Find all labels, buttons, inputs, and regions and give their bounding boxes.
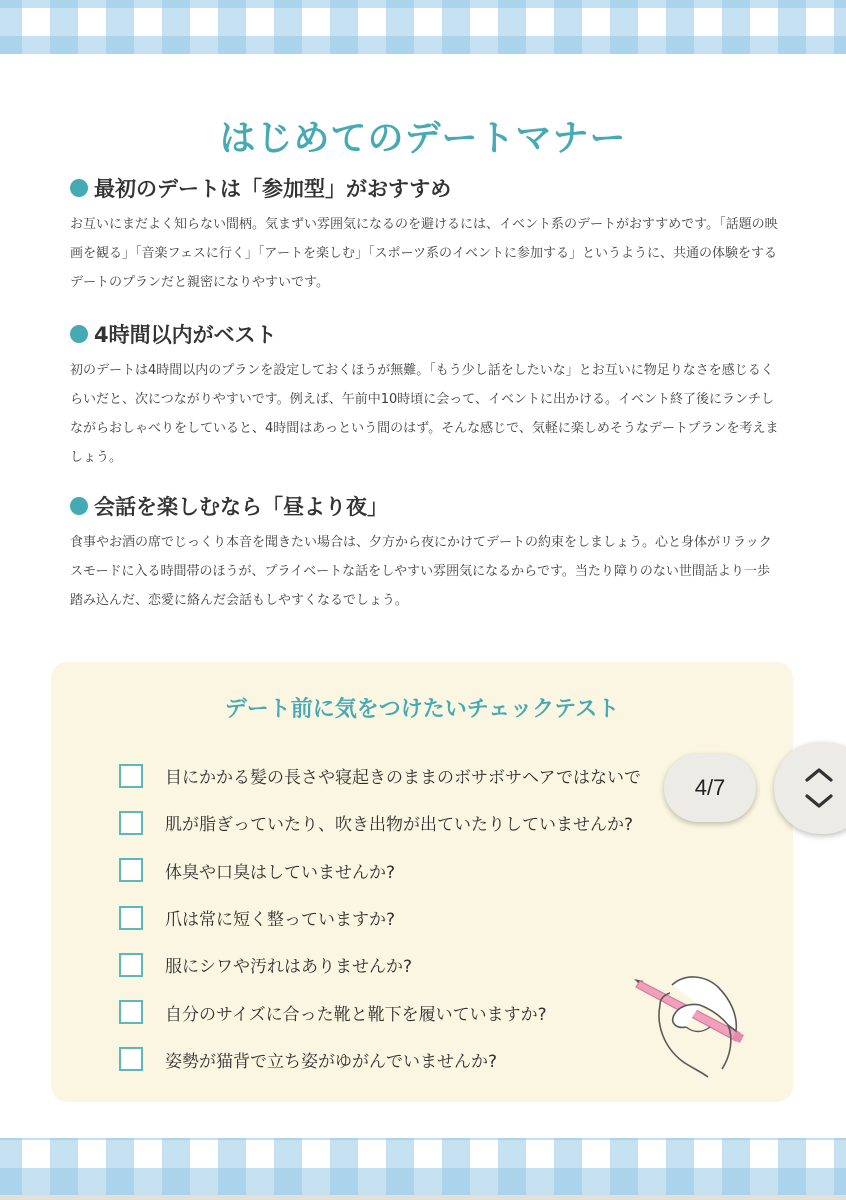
checkbox[interactable]: [119, 764, 143, 788]
checkbox[interactable]: [119, 1000, 143, 1024]
section-heading: [70, 319, 782, 349]
checkbox[interactable]: [119, 811, 143, 835]
checklist-item-text: 服にシワや汚れはありませんか?: [165, 957, 413, 978]
checklist-item: [119, 894, 739, 941]
circle-bullet-icon: [70, 497, 88, 515]
checklist-item: [119, 752, 739, 799]
section-heading-text: 最初のデートは「参加型」がおすすめ: [94, 177, 452, 201]
section-heading: [70, 491, 782, 521]
checklist-item-text: 肌が脂ぎっていたり、吹き出物が出ていたりしていませんか?: [165, 815, 634, 836]
section-four-hours: [70, 319, 782, 472]
section-body: 食事やお酒の席でじっくり本音を聞きたい場合は、夕方から夜にかけてデートの約束をしましょう。心と身体がリラックスモードに入る時間帯のほうが、プライベートな話をしやすい雰囲気になるからです。当たり障りのない世間話より一歩踏み込んだ、恋愛に絡んだ会話もしやすくなるでしょう。: [70, 535, 772, 608]
section-heading-text: 4時間以内がベスト: [94, 323, 277, 347]
page-title: はじめてのデートマナー: [219, 118, 627, 160]
circle-bullet-icon: [70, 179, 88, 197]
section-heading: [70, 173, 782, 203]
section-body: 初のデートは4時間以内のプランを設定しておくほうが無難。「もう少し話をしたいな」とお互いに物足りなさを感じるくらいだと、次につながりやすいです。例えば、午前中10時頃に会って、イベントに出かける。イベント終了後にランチしながらおしゃべりをしていると、4時間はあっという間のはず。そんな感じで、気軽に楽しめそうなデートプランを考えましょう。: [70, 363, 779, 465]
chevron-up-down-icon: [804, 766, 834, 810]
checkbox[interactable]: [119, 858, 143, 882]
checkbox[interactable]: [119, 1047, 143, 1071]
hand-holding-pen-icon: [630, 965, 755, 1085]
checklist-item-text: 自分のサイズに合った靴と靴下を履いていますか?: [165, 1004, 547, 1025]
checklist-item-text: 目にかかる髪の長さや寝起きのままのボサボサヘアではないで: [165, 768, 641, 789]
section-participatory-date: [70, 173, 782, 297]
checkbox[interactable]: [119, 953, 143, 977]
footer-divider: [0, 1195, 846, 1200]
page-indicator: 4/7: [664, 754, 756, 822]
checklist-item-text: 姿勢が猫背で立ち姿がゆがんでいませんか?: [165, 1051, 498, 1072]
checklist-item: [119, 799, 739, 846]
checkbox[interactable]: [119, 906, 143, 930]
checklist-item-text: 体臭や口臭はしていませんか?: [165, 862, 396, 883]
section-heading-text: 会話を楽しむなら「昼より夜」: [94, 495, 388, 519]
checklist-item-text: 爪は常に短く整っていますか?: [165, 910, 396, 931]
section-night-conversation: [70, 491, 782, 615]
gingham-header-band: [0, 0, 846, 54]
section-body: お互いにまだよく知らない間柄。気まずい雰囲気になるのを避けるには、イベント系のデートがおすすめです。「話題の映画を観る」「音楽フェスに行く」「アートを楽しむ」「スポーツ系のイベントに参加する」というように、共通の体験をするデートのプランだと親密になりやすいです。: [70, 217, 778, 290]
gingham-footer-band: [0, 1138, 846, 1195]
checklist-item: [119, 847, 739, 894]
circle-bullet-icon: [70, 325, 88, 343]
checklist-title: デート前に気をつけたいチェックテスト: [224, 697, 620, 722]
